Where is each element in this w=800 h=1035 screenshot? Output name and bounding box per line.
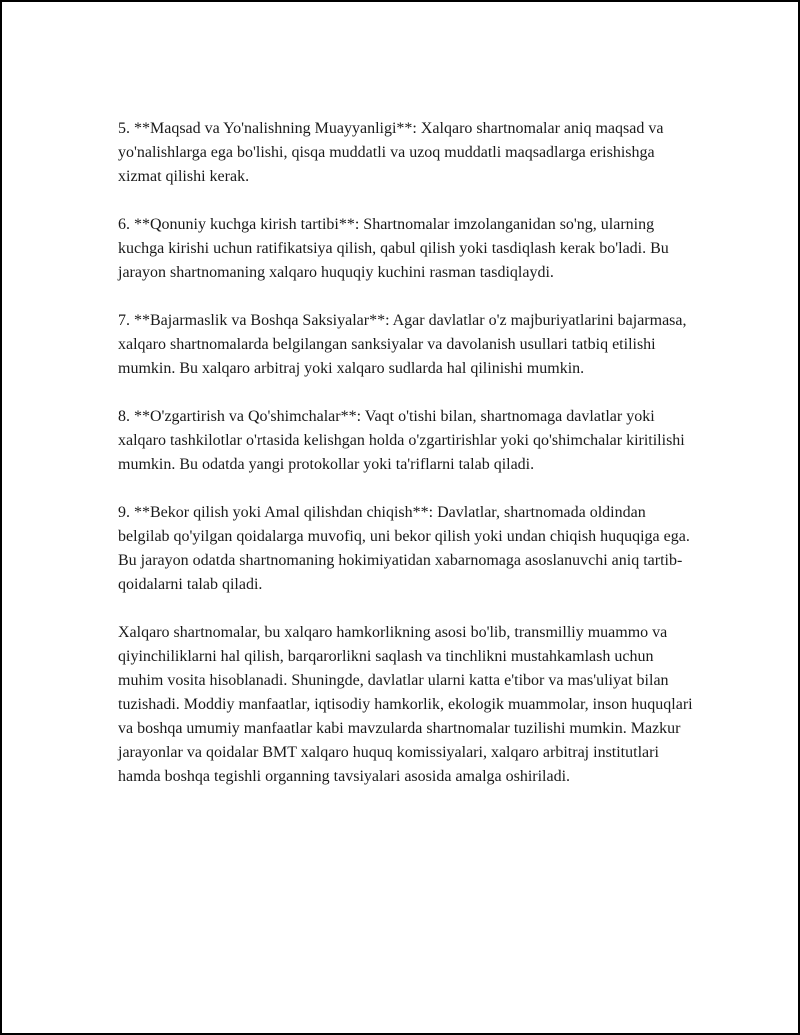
paragraph-item-9: 9. **Bekor qilish yoki Amal qilishdan chiqish**: Davlatlar, shartnomada oldindan belgilab qo'yilgan qoidalarga muvofiq, uni bekor qilish yoki undan chiqish huquqiga ega. Bu jarayon odatda shartnomaning hokimiyatidan xabarnomaga asoslanuvchi aniq tartib-qoidalarni talab qiladi. (118, 504, 690, 593)
paragraph-item-5: 5. **Maqsad va Yo'nalishning Muayyanligi**: Xalqaro shartnomalar aniq maqsad va yo'nalishlarga ega bo'lishi, qisqa muddatli va uzoq muddatli maqsadlarga erishishga xizmat qilishi kerak. (118, 120, 664, 185)
paragraph-item-8: 8. **O'zgartirish va Qo'shimchalar**: Vaqt o'tishi bilan, shartnomaga davlatlar yoki xalqaro tashkilotlar o'rtasida kelishgan holda o'zgartirishlar yoki qo'shimchalar kiritilishi mumkin. Bu odatda yangi protokollar yoki ta'riflarni talab qiladi. (118, 408, 685, 473)
paragraph-item-7: 7. **Bajarmaslik va Boshqa Saksiyalar**: Agar davlatlar o'z majburiyatlarini bajarmasa, xalqaro shartnomalarda belgilangan sanksiyalar va davolanish usullari tatbiq etilishi mumkin. Bu xalqaro arbitraj yoki xalqaro sudlarda hal qilinishi mumkin. (118, 312, 687, 377)
document-body (118, 117, 698, 813)
closing-paragraph: Xalqaro shartnomalar, bu xalqaro hamkorlikning asosi bo'lib, transmilliy muammo va qiyinchiliklarni hal qilish, barqarorlikni saqlash va tinchlikni mustahkamlash uchun muhim vosita hisoblanadi. Shuningde, davlatlar ularni katta e'tibor va mas'uliyat bilan tuzishadi. Moddiy manfaatlar, iqtisodiy hamkorlik, ekologik muammolar, inson huquqlari va boshqa umumiy manfaatlar kabi mavzularda shartnomalar tuzilishi mumkin. Mazkur jarayonlar va qoidalar BMT xalqaro huquq komissiyalari, xalqaro arbitraj institutlari hamda boshqa tegishli organning tavsiyalari asosida amalga oshiriladi. (118, 624, 693, 785)
paragraph-item-6: 6. **Qonuniy kuchga kirish tartibi**: Shartnomalar imzolanganidan so'ng, ularning kuchga kirishi uchun ratifikatsiya qilish, qabul qilish yoki tasdiqlash kerak bo'ladi. Bu jarayon shartnomaning xalqaro huquqiy kuchini rasman tasdiqlaydi. (118, 216, 669, 281)
